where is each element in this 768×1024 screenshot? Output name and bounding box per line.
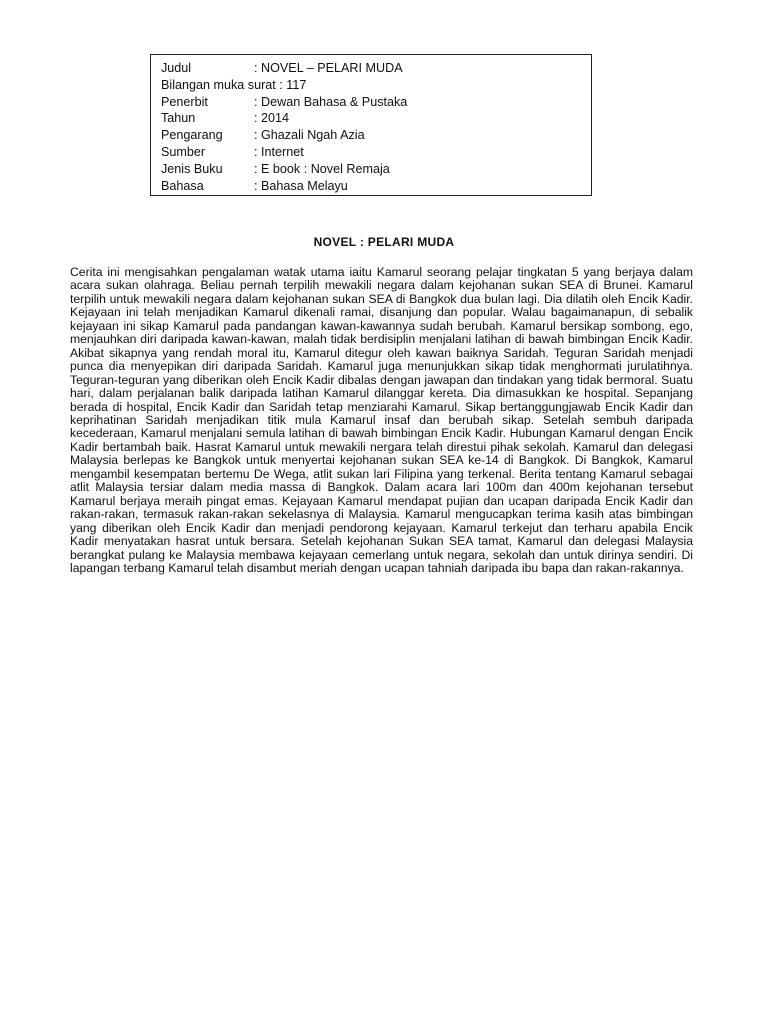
judul-value: : NOVEL – PELARI MUDA: [254, 61, 403, 75]
info-row-penerbit: [161, 94, 591, 111]
sumber-label: Sumber: [161, 144, 206, 159]
book-info-box: [150, 54, 592, 196]
document-body: Cerita ini mengisahkan pengalaman watak utama iaitu Kamarul seorang pelajar tingkatan 5 yang berjaya dalam acara sukan olahraga. Beliau pernah terpilih mewakili negara dalam kejohanan sukan SEA di Brunei. Kamarul terpilih untuk mewakili negara dalam kejohanan sukan SEA di Bangkok dua bulan lagi. Dia dilatih oleh Encik Kadir. Kejayaan ini telah menjadikan Kamarul dikenali ramai, disanjung dan popular. Walau bagaimanapun, di sebalik kejayaan ini sikap Kamarul pada pandangan kawan-kawannya sudah berubah. Kamarul bersikap sombong, ego, menjauhkan diri daripada kawan-kawan, malah tidak berdisiplin menjalani latihan di bawah bimbingan Encik Kadir. Akibat sikapnya yang rendah moral itu, Kamarul ditegur oleh kawan baiknya Saridah. Teguran Saridah menjadi punca dia menyepikan diri daripada Saridah. Kamarul juga menunjukkan sikap tidak menghormati jurulatihnya. Teguran-teguran yang diberikan oleh Encik Kadir dibalas dengan jawapan dan tindakan yang tidak bermoral. Suatu hari, dalam perjalanan balik daripada latihan Kamarul dilanggar kereta. Dia dimasukkan ke hospital. Sepanjang berada di hospital, Encik Kadir dan Saridah tetap menziarahi Kamarul. Sikap bertanggungjawab Encik Kadir dan keprihatinan Saridah menjadikan titik mula Kamarul insaf dan berubah sikap. Setelah sembuh daripada kecederaan, Kamarul menjalani semula latihan di bawah bimbingan Encik Kadir. Hubungan Kamarul dengan Encik Kadir bertambah baik. Hasrat Kamarul untuk mewakili nergara telah direstui pihak sekolah. Kamarul dan delegasi Malaysia berlepas ke Bangkok untuk menyertai kejohanan sukan SEA ke-14 di Bangkok. Di Bangkok, Kamarul mengambil kesempatan bertemu De Wega, atlit sukan lari Filipina yang terkenal. Berita tentang Kamarul sebagai atlit Malaysia tersiar dalam media massa di Bangkok. Dalam acara lari 100m dan 400m kejohanan tersebut Kamarul berjaya meraih pingat emas. Kejayaan Kamarul mendapat pujian dan ucapan daripada Encik Kadir dan rakan-rakan, termasuk rakan-rakan sekelasnya di Malaysia. Kamarul mengucapkan terima kasih atas bimbingan yang diberikan oleh Encik Kadir dan menjadi pendorong kejayaan. Kamarul terkejut dan terharu apabila Encik Kadir menyatakan hasrat untuk bersara. Setelah kejohanan Sukan SEA tamat, Kamarul dan delegasi Malaysia berangkat pulang ke Malaysia membawa kejayaan cemerlang untuk negara, sekolah dan untuk dirinya sendiri. Di lapangan terbang Kamarul telah disambut meriah dengan ucapan tahniah daripada ibu bapa dan rakan-rakannya.: [70, 265, 693, 575]
pengarang-label: Pengarang: [161, 128, 223, 143]
penerbit-label: Penerbit: [161, 94, 208, 109]
info-row-pengarang: [161, 127, 591, 144]
tahun-value: : 2014: [254, 111, 290, 126]
jenis-label: Jenis Buku: [161, 161, 223, 176]
info-row-jenis: [161, 161, 591, 178]
bahasa-label: Bahasa: [161, 178, 204, 193]
info-row-pages: [161, 77, 591, 94]
judul-label: Judul: [161, 61, 192, 75]
info-row-bahasa: [161, 178, 591, 195]
info-row-tahun: [161, 110, 591, 127]
info-row-judul: [161, 60, 591, 77]
jenis-value: : E book : Novel Remaja: [254, 161, 390, 176]
info-row-sumber: [161, 144, 591, 161]
penerbit-value: : Dewan Bahasa & Pustaka: [254, 94, 408, 109]
bahasa-value: : Bahasa Melayu: [254, 178, 348, 193]
sumber-value: : Internet: [254, 144, 304, 159]
document-title: NOVEL : PELARI MUDA: [313, 235, 455, 249]
pengarang-value: : Ghazali Ngah Azia: [254, 128, 365, 143]
pages-text: Bilangan muka surat : 117: [161, 77, 307, 92]
tahun-label: Tahun: [161, 111, 196, 126]
